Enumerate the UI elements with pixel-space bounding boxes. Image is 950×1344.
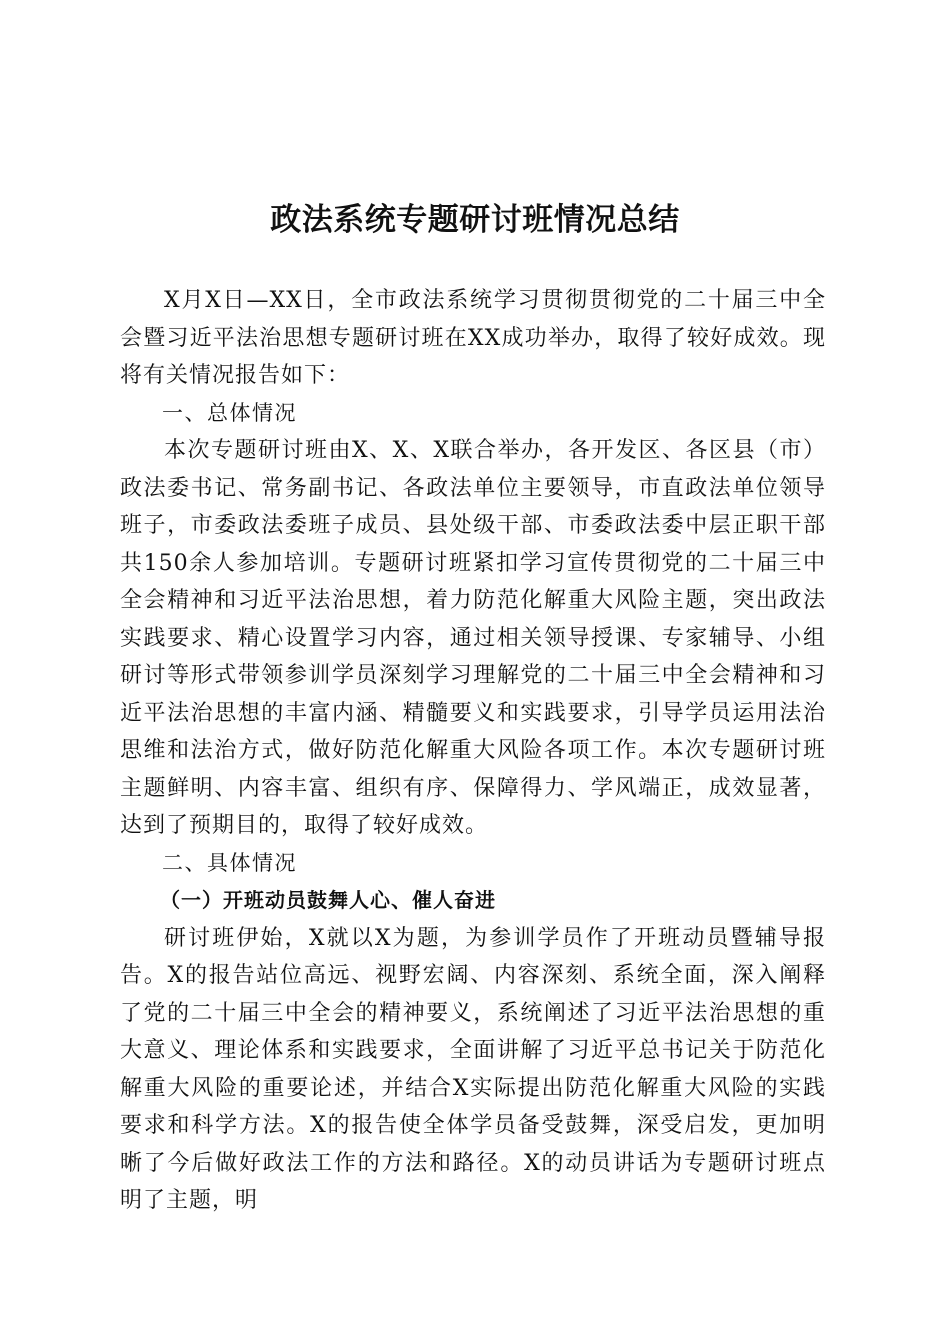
document-title: 政法系统专题研讨班情况总结 bbox=[270, 202, 680, 238]
intro-paragraph: X月X日—XX日，全市政法系统学习贯彻贯彻党的二十届三中全会暨习近平法治思想专题研讨班在XX成功举办，取得了较好成效。现将有关情况报告如下： bbox=[120, 288, 826, 388]
subsection-heading-opening: （一）开班动员鼓舞人心、催人奋进 bbox=[160, 888, 496, 912]
section-paragraph-overall: 本次专题研讨班由X、X、X联合举办，各开发区、各区县（市）政法委书记、常务副书记、各政法单位主要领导，市直政法单位领导班子，市委政法委班子成员、县处级干部、市委政法委中层正职干部共150余人参加培训。专题研讨班紧扣学习宣传贯彻党的二十届三中全会精神和习近平法治思想，着力防范化解重大风险主题，突出政法实践要求、精心设置学习内容，通过相关领导授课、专家辅导、小组研讨等形式带领参训学员深刻学习理解党的二十届三中全会精神和习近平法治思想的丰富内涵、精髓要义和实践要求，引导学员运用法治思维和法治方式，做好防范化解重大风险各项工作。本次专题研讨班主题鲜明、内容丰富、组织有序、保障得力、学风端正，成效显著，达到了预期目的，取得了较好成效。 bbox=[120, 438, 826, 838]
document-body bbox=[120, 282, 826, 1220]
section-heading-overall: 一、总体情况 bbox=[162, 400, 297, 425]
subsection-paragraph-opening: 研讨班伊始，X就以X为题，为参训学员作了开班动员暨辅导报告。X的报告站位高远、视野宏阔、内容深刻、系统全面，深入阐释了党的二十届三中全会的精神要义，系统阐述了习近平法治思想的重大意义、理论体系和实践要求，全面讲解了习近平总书记关于防范化解重大风险的重要论述，并结合X实际提出防范化解重大风险的实践要求和科学方法。X的报告使全体学员备受鼓舞，深受启发，更加明晰了今后做好政法工作的方法和路径。X的动员讲话为专题研讨班点明了主题，明 bbox=[120, 925, 826, 1213]
section-heading-details: 二、具体情况 bbox=[162, 850, 297, 875]
